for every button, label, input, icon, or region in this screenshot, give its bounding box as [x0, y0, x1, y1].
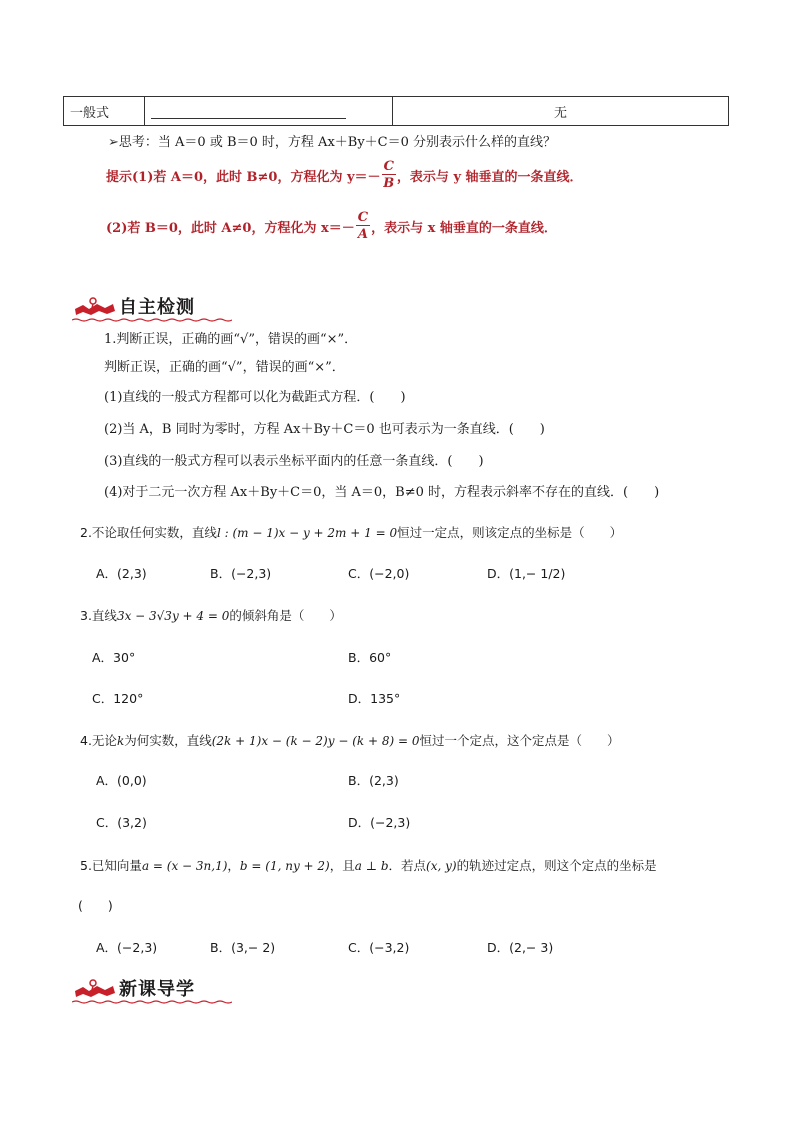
- table-cell-none: 无: [393, 97, 729, 126]
- q4-option-b[interactable]: B．(2,3): [348, 773, 399, 788]
- hint-1-text-b: ，表示与 y 轴垂直的一条直线．: [396, 169, 583, 185]
- fraction-denominator: A: [357, 227, 368, 242]
- q3-option-a[interactable]: A．30°: [92, 650, 136, 665]
- form-table: [63, 96, 729, 126]
- school-logo-icon: [73, 977, 117, 1001]
- fraction-denominator: B: [383, 176, 395, 191]
- section-header-self-check: [73, 293, 195, 319]
- q3-stem-a: 3.直线: [80, 608, 117, 623]
- q4-option-d[interactable]: D．(−2,3): [348, 815, 411, 830]
- q3-option-b[interactable]: B．60°: [348, 650, 392, 665]
- q1-item-3: (3)直线的一般式方程可以表示坐标平面内的任意一条直线．( ): [104, 454, 484, 469]
- fraction-c-over-a: [356, 211, 370, 241]
- arrow-marker-icon: ➢: [108, 135, 119, 150]
- think-question: [108, 131, 556, 150]
- q5-perpendicular: a ⊥ b: [354, 859, 389, 873]
- q4-stem-a: 4.无论: [80, 733, 117, 748]
- q4-option-c[interactable]: C．(3,2): [96, 815, 147, 830]
- think-text: 思考：当 A＝0 或 B＝0 时，方程 Ax＋By＋C＝0 分别表示什么样的直线？: [118, 135, 557, 150]
- wavy-underline: [72, 1000, 232, 1004]
- q2-stem: [80, 523, 622, 541]
- q5-stem: 5.已知向量a = (x − 3n,1)，b = (1, ny + 2)，且a ⊥ b．若点(x, y)的轨迹过定点，则这个定点的坐标是: [80, 858, 657, 873]
- q2-option-b[interactable]: B．(−2,3): [210, 566, 272, 581]
- q3-stem-b: 的倾斜角是（ ）: [229, 608, 342, 623]
- wavy-underline: [72, 318, 232, 322]
- section-title: 新课导学: [119, 979, 195, 1000]
- hint-1: [106, 160, 583, 190]
- q2-option-a[interactable]: A．(2,3): [96, 566, 147, 581]
- q5-stem-c: ．若点: [388, 858, 427, 873]
- q5-stem-a: 5.已知向量: [80, 858, 142, 873]
- q5-option-b[interactable]: B．(3,− 2): [210, 940, 276, 955]
- hint-2-text-b: ，表示与 x 轴垂直的一条直线．: [371, 220, 557, 236]
- fill-blank-line[interactable]: [151, 104, 346, 119]
- table-row: [64, 97, 729, 126]
- hint-label: 提示: [106, 169, 133, 185]
- q1-stem-1: 1.判断正误，正确的画“√”，错误的画“×”．: [104, 332, 358, 347]
- hint-2: [106, 211, 557, 241]
- q1-item-2: (2)当 A，B 同时为零时，方程 Ax＋By＋C＝0 也可表示为一条直线．( ): [104, 422, 545, 437]
- q4-variable-k: k: [116, 734, 125, 748]
- q5-point: (x, y): [426, 859, 457, 873]
- q3-stem: [80, 606, 342, 624]
- section-header-new-lesson: [73, 975, 195, 1001]
- fraction-numerator: C: [383, 159, 394, 174]
- q3-option-d[interactable]: D．135°: [348, 691, 401, 706]
- q2-equation: l : (m − 1)x − y + 2m + 1 = 0: [216, 526, 398, 540]
- fraction-numerator: C: [357, 210, 369, 225]
- q5-option-a[interactable]: A．(−2,3): [96, 940, 158, 955]
- school-logo-icon: [73, 295, 117, 319]
- q5-stem-b: ，且: [329, 858, 355, 873]
- q2-option-c[interactable]: C．(−2,0): [348, 566, 410, 581]
- fraction-c-over-b: [382, 160, 396, 190]
- hint-2-text-a: (2)若 B＝0，此时 A≠0，方程化为 x＝－: [106, 220, 355, 236]
- q2-stem-b: 恒过一定点，则该定点的坐标是（ ）: [397, 525, 623, 540]
- q4-equation: (2k + 1)x − (k − 2)y − (k + 8) = 0: [211, 734, 420, 748]
- q3-equation: 3x − 3√3y + 4 = 0: [116, 609, 230, 623]
- q4-option-a[interactable]: A．(0,0): [96, 773, 147, 788]
- q5-stem-d: 的轨迹过定点，则这个定点的坐标是: [456, 858, 657, 873]
- q3-option-c[interactable]: C．120°: [92, 691, 144, 706]
- q1-item-1: (1)直线的一般式方程都可以化为截距式方程．( ): [104, 390, 406, 405]
- hint-1-text-a: (1)若 A＝0，此时 B≠0，方程化为 y＝－: [132, 169, 381, 185]
- q1-item-4: (4)对于二元一次方程 Ax＋By＋C＝0，当 A＝0，B≠0 时，方程表示斜率不存在的直线．( ): [104, 485, 660, 500]
- q2-option-d[interactable]: D．(1,− 1/2): [487, 566, 566, 581]
- q4-stem: [80, 731, 619, 749]
- q1-stem-2: 判断正误，正确的画“√”，错误的画“×”．: [104, 360, 345, 375]
- q5-option-c[interactable]: C．(−3,2): [348, 940, 410, 955]
- table-cell-general-form: 一般式: [64, 97, 145, 126]
- q5-vector-b: b = (1, ny + 2): [239, 859, 330, 873]
- table-cell-blank: [145, 97, 393, 126]
- q5-vector-a: a = (x − 3n,1): [141, 859, 228, 873]
- q2-stem-a: 2.不论取任何实数，直线: [80, 525, 217, 540]
- q5-option-d[interactable]: D．(2,− 3): [487, 940, 554, 955]
- section-title: 自主检测: [119, 297, 195, 318]
- q4-stem-c: 恒过一个定点，这个定点是（ ）: [419, 733, 620, 748]
- q5-stem-paren: ( ): [78, 898, 113, 913]
- q4-stem-b: 为何实数，直线: [124, 733, 212, 748]
